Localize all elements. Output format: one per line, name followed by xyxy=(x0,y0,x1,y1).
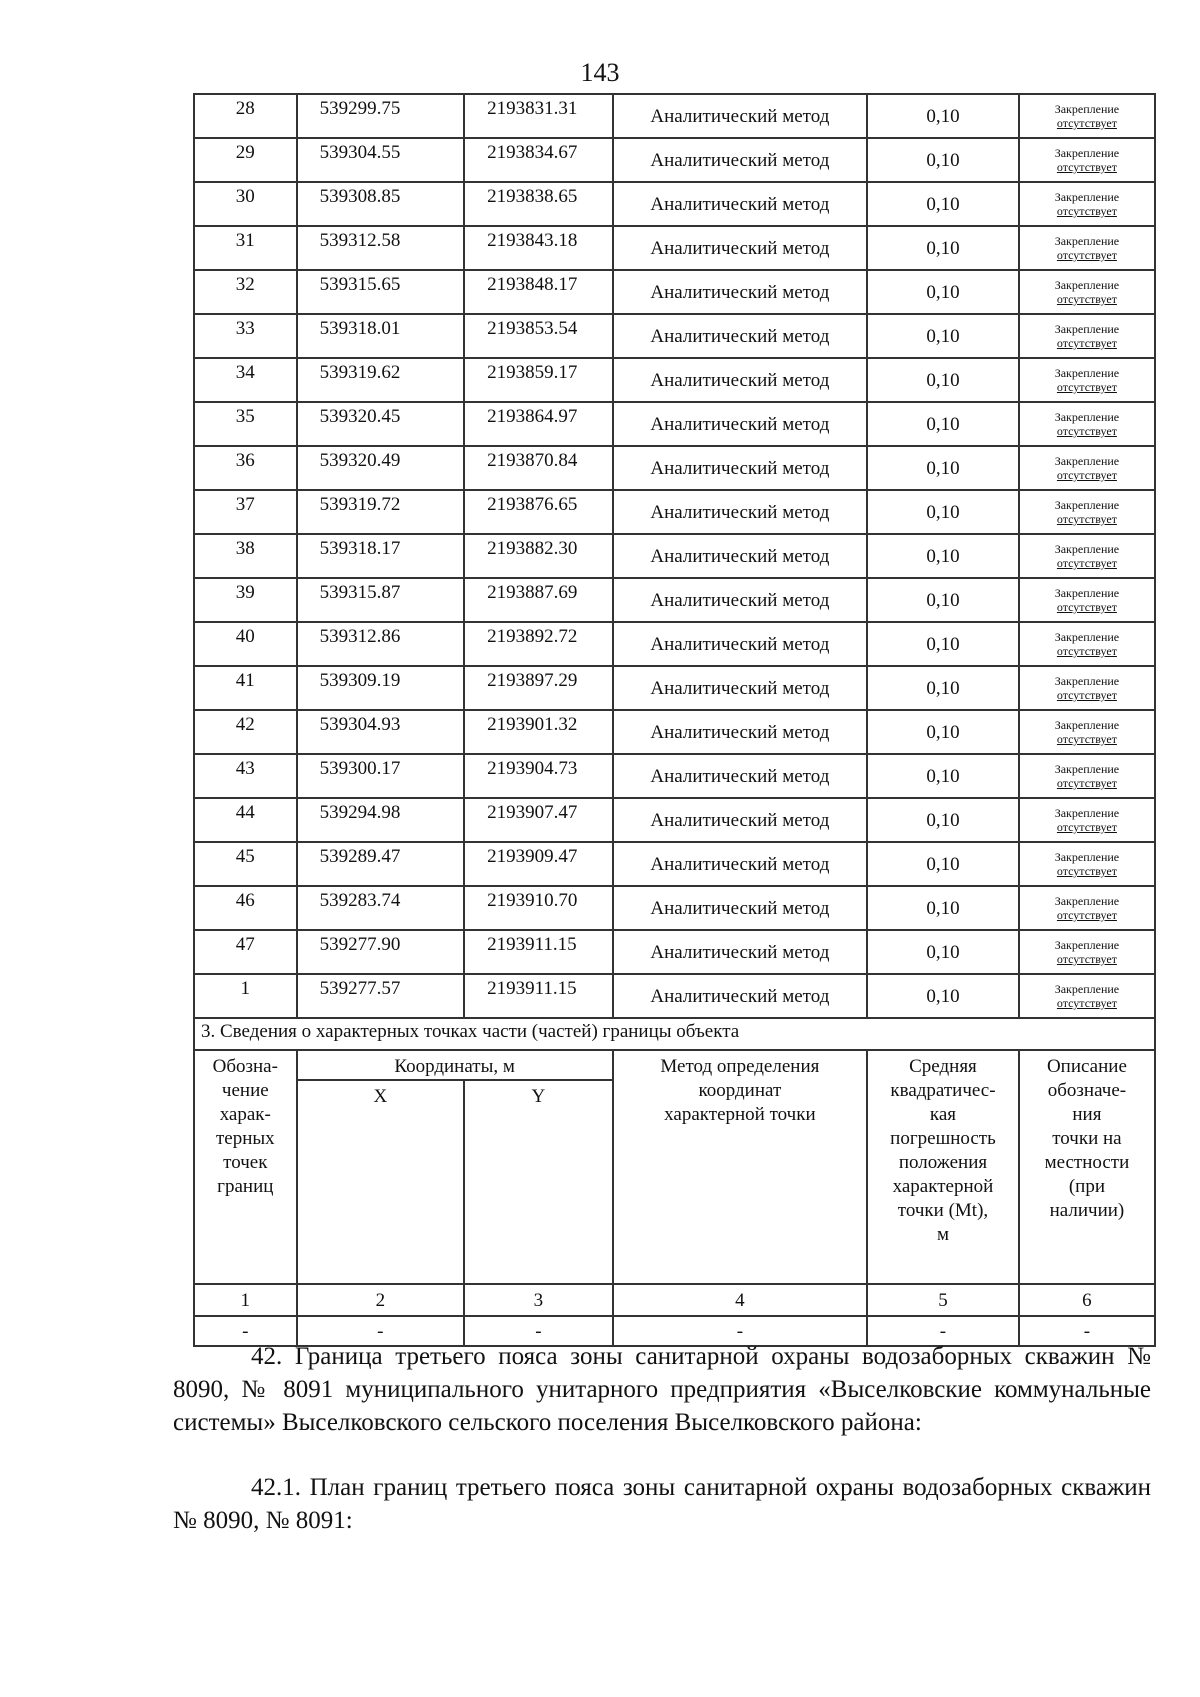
coord-y: 2193907.47 xyxy=(464,798,613,842)
description xyxy=(1019,402,1155,446)
accuracy: 0,10 xyxy=(867,226,1019,270)
coord-x: 539308.85 xyxy=(297,182,464,226)
section-title: 3. Сведения о характерных точках части (частей) границы объекта xyxy=(194,1018,1155,1050)
description xyxy=(1019,270,1155,314)
description xyxy=(1019,138,1155,182)
index-cell: 5 xyxy=(867,1284,1019,1316)
coord-y: 2193910.70 xyxy=(464,886,613,930)
point-number: 37 xyxy=(194,490,297,534)
coord-x: 539309.19 xyxy=(297,666,464,710)
coord-y: 2193870.84 xyxy=(464,446,613,490)
coord-x: 539304.55 xyxy=(297,138,464,182)
table-row xyxy=(194,402,1155,446)
accuracy: 0,10 xyxy=(867,314,1019,358)
index-row xyxy=(194,1284,1155,1316)
description xyxy=(1019,842,1155,886)
table-row xyxy=(194,358,1155,402)
description-line-1: Закрепление xyxy=(1054,322,1120,336)
description-line-1: Закрепление xyxy=(1054,234,1120,248)
coord-x: 539277.90 xyxy=(297,930,464,974)
description xyxy=(1019,798,1155,842)
coord-y: 2193904.73 xyxy=(464,754,613,798)
description xyxy=(1019,534,1155,578)
method: Аналитический метод xyxy=(613,138,867,182)
table-row xyxy=(194,578,1155,622)
point-number: 47 xyxy=(194,930,297,974)
table-row xyxy=(194,534,1155,578)
point-number: 31 xyxy=(194,226,297,270)
coord-y: 2193901.32 xyxy=(464,710,613,754)
description-line-2: отсутствует xyxy=(1056,864,1117,878)
table-row xyxy=(194,666,1155,710)
empty-cell: - xyxy=(1019,1316,1155,1346)
description-line-2: отсутствует xyxy=(1056,732,1117,746)
description xyxy=(1019,490,1155,534)
coord-y: 2193911.15 xyxy=(464,930,613,974)
coordinates-rows xyxy=(194,94,1155,1018)
description-line-1: Закрепление xyxy=(1054,410,1120,424)
table-row xyxy=(194,622,1155,666)
method: Аналитический метод xyxy=(613,754,867,798)
accuracy: 0,10 xyxy=(867,930,1019,974)
point-number: 33 xyxy=(194,314,297,358)
index-cell: 1 xyxy=(194,1284,297,1316)
table-row xyxy=(194,930,1155,974)
description xyxy=(1019,182,1155,226)
method: Аналитический метод xyxy=(613,94,867,138)
description-line-2: отсутствует xyxy=(1056,292,1117,306)
description-line-2: отсутствует xyxy=(1056,820,1117,834)
accuracy: 0,10 xyxy=(867,666,1019,710)
header-description: Описание обозначе- ния точки на местности (при наличии) xyxy=(1019,1050,1155,1284)
accuracy: 0,10 xyxy=(867,754,1019,798)
description-line-2: отсутствует xyxy=(1056,952,1117,966)
description-line-2: отсутствует xyxy=(1056,468,1117,482)
description-line-2: отсутствует xyxy=(1056,380,1117,394)
table-row xyxy=(194,138,1155,182)
coord-x: 539299.75 xyxy=(297,94,464,138)
table-row xyxy=(194,182,1155,226)
coord-y: 2193909.47 xyxy=(464,842,613,886)
description-line-1: Закрепление xyxy=(1054,850,1120,864)
accuracy: 0,10 xyxy=(867,710,1019,754)
description-line-1: Закрепление xyxy=(1054,630,1120,644)
description-line-1: Закрепление xyxy=(1054,894,1120,908)
accuracy: 0,10 xyxy=(867,622,1019,666)
description xyxy=(1019,622,1155,666)
accuracy: 0,10 xyxy=(867,446,1019,490)
coord-y: 2193859.17 xyxy=(464,358,613,402)
description-line-1: Закрепление xyxy=(1054,982,1120,996)
description-line-1: Закрепление xyxy=(1054,718,1120,732)
description-line-1: Закрепление xyxy=(1054,806,1120,820)
description-line-1: Закрепление xyxy=(1054,938,1120,952)
point-number: 42 xyxy=(194,710,297,754)
description-line-2: отсутствует xyxy=(1056,116,1117,130)
description xyxy=(1019,710,1155,754)
index-cell: 4 xyxy=(613,1284,867,1316)
description-line-2: отсутствует xyxy=(1056,424,1117,438)
description xyxy=(1019,886,1155,930)
method: Аналитический метод xyxy=(613,930,867,974)
empty-cell: - xyxy=(464,1316,613,1346)
description-line-2: отсутствует xyxy=(1056,336,1117,350)
description-line-2: отсутствует xyxy=(1056,600,1117,614)
description-line-1: Закрепление xyxy=(1054,542,1120,556)
accuracy: 0,10 xyxy=(867,270,1019,314)
method: Аналитический метод xyxy=(613,314,867,358)
page-number: 143 xyxy=(580,58,620,87)
method: Аналитический метод xyxy=(613,974,867,1018)
description xyxy=(1019,226,1155,270)
coord-x: 539318.01 xyxy=(297,314,464,358)
coord-y: 2193892.72 xyxy=(464,622,613,666)
description-line-1: Закрепление xyxy=(1054,454,1120,468)
coord-y: 2193897.29 xyxy=(464,666,613,710)
coordinates-table xyxy=(193,93,1156,1347)
point-number: 30 xyxy=(194,182,297,226)
description-line-1: Закрепление xyxy=(1054,190,1120,204)
accuracy: 0,10 xyxy=(867,402,1019,446)
coord-y: 2193853.54 xyxy=(464,314,613,358)
coord-x: 539320.49 xyxy=(297,446,464,490)
coord-x: 539319.62 xyxy=(297,358,464,402)
description-line-2: отсутствует xyxy=(1056,204,1117,218)
description xyxy=(1019,666,1155,710)
point-number: 45 xyxy=(194,842,297,886)
empty-cell: - xyxy=(194,1316,297,1346)
index-cell: 6 xyxy=(1019,1284,1155,1316)
method: Аналитический метод xyxy=(613,270,867,314)
empty-cell: - xyxy=(297,1316,464,1346)
table-row xyxy=(194,886,1155,930)
coord-y: 2193848.17 xyxy=(464,270,613,314)
accuracy: 0,10 xyxy=(867,182,1019,226)
description xyxy=(1019,94,1155,138)
point-number: 38 xyxy=(194,534,297,578)
section-3 xyxy=(194,1018,1155,1346)
description-line-2: отсутствует xyxy=(1056,908,1117,922)
description-line-2: отсутствует xyxy=(1056,160,1117,174)
description-line-2: отсутствует xyxy=(1056,512,1117,526)
coord-y: 2193887.69 xyxy=(464,578,613,622)
point-number: 1 xyxy=(194,974,297,1018)
header-designation: Обозна- чение харак- терных точек границ xyxy=(194,1050,297,1284)
header-y: Y xyxy=(464,1080,613,1284)
description-line-1: Закрепление xyxy=(1054,146,1120,160)
point-number: 34 xyxy=(194,358,297,402)
description-line-1: Закрепление xyxy=(1054,102,1120,116)
description-line-1: Закрепление xyxy=(1054,762,1120,776)
header-x: X xyxy=(297,1080,464,1284)
description xyxy=(1019,314,1155,358)
description xyxy=(1019,578,1155,622)
coord-y: 2193838.65 xyxy=(464,182,613,226)
accuracy: 0,10 xyxy=(867,886,1019,930)
coord-x: 539319.72 xyxy=(297,490,464,534)
method: Аналитический метод xyxy=(613,226,867,270)
table-row xyxy=(194,798,1155,842)
empty-cell: - xyxy=(867,1316,1019,1346)
point-number: 44 xyxy=(194,798,297,842)
accuracy: 0,10 xyxy=(867,578,1019,622)
coord-x: 539277.57 xyxy=(297,974,464,1018)
table-row xyxy=(194,270,1155,314)
coord-x: 539315.87 xyxy=(297,578,464,622)
header-method: Метод определения координат характерной точки xyxy=(613,1050,867,1284)
coord-y: 2193882.30 xyxy=(464,534,613,578)
coord-x: 539283.74 xyxy=(297,886,464,930)
coord-x: 539312.86 xyxy=(297,622,464,666)
description-line-2: отсутствует xyxy=(1056,996,1117,1010)
description-line-1: Закрепление xyxy=(1054,366,1120,380)
accuracy: 0,10 xyxy=(867,490,1019,534)
description-line-2: отсутствует xyxy=(1056,644,1117,658)
description-line-1: Закрепление xyxy=(1054,674,1120,688)
point-number: 32 xyxy=(194,270,297,314)
description xyxy=(1019,754,1155,798)
method: Аналитический метод xyxy=(613,622,867,666)
coord-y: 2193864.97 xyxy=(464,402,613,446)
method: Аналитический метод xyxy=(613,798,867,842)
point-number: 35 xyxy=(194,402,297,446)
method: Аналитический метод xyxy=(613,886,867,930)
index-cell: 3 xyxy=(464,1284,613,1316)
point-number: 29 xyxy=(194,138,297,182)
point-number: 40 xyxy=(194,622,297,666)
description-line-1: Закрепление xyxy=(1054,586,1120,600)
table-row xyxy=(194,754,1155,798)
coord-x: 539318.17 xyxy=(297,534,464,578)
coord-y: 2193876.65 xyxy=(464,490,613,534)
coord-y: 2193831.31 xyxy=(464,94,613,138)
description xyxy=(1019,358,1155,402)
table-row xyxy=(194,490,1155,534)
method: Аналитический метод xyxy=(613,358,867,402)
accuracy: 0,10 xyxy=(867,534,1019,578)
accuracy: 0,10 xyxy=(867,138,1019,182)
method: Аналитический метод xyxy=(613,710,867,754)
coord-x: 539289.47 xyxy=(297,842,464,886)
description xyxy=(1019,930,1155,974)
header-accuracy: Средняя квадратичес- кая погрешность положения характерной точки (Mt), м xyxy=(867,1050,1019,1284)
description-line-1: Закрепление xyxy=(1054,278,1120,292)
coord-y: 2193911.15 xyxy=(464,974,613,1018)
description-line-2: отсутствует xyxy=(1056,248,1117,262)
accuracy: 0,10 xyxy=(867,358,1019,402)
point-number: 36 xyxy=(194,446,297,490)
coord-x: 539320.45 xyxy=(297,402,464,446)
method: Аналитический метод xyxy=(613,842,867,886)
paragraph-42-text: 42. Граница третьего пояса зоны санитарной охраны водозаборных скважин № 8090, № 8091 муниципального унитарного предприятия «Выселковские коммунальные системы» Выселковского сельского поселения Выселковского района: xyxy=(173,1343,1151,1436)
coord-x: 539315.65 xyxy=(297,270,464,314)
coord-y: 2193843.18 xyxy=(464,226,613,270)
accuracy: 0,10 xyxy=(867,798,1019,842)
description-line-2: отсутствует xyxy=(1056,556,1117,570)
description-line-2: отсутствует xyxy=(1056,688,1117,702)
point-number: 46 xyxy=(194,886,297,930)
paragraph-42-1 xyxy=(173,1471,1151,1537)
index-cell: 2 xyxy=(297,1284,464,1316)
point-number: 41 xyxy=(194,666,297,710)
method: Аналитический метод xyxy=(613,182,867,226)
coord-x: 539300.17 xyxy=(297,754,464,798)
method: Аналитический метод xyxy=(613,666,867,710)
paragraph-42 xyxy=(173,1340,1151,1439)
method: Аналитический метод xyxy=(613,578,867,622)
table-row xyxy=(194,226,1155,270)
point-number: 28 xyxy=(194,94,297,138)
accuracy: 0,10 xyxy=(867,842,1019,886)
table-row xyxy=(194,446,1155,490)
coord-y: 2193834.67 xyxy=(464,138,613,182)
paragraph-42-1-text: 42.1. План границ третьего пояса зоны санитарной охраны водозаборных скважин № 8090, № 8091: xyxy=(173,1474,1151,1534)
coord-x: 539312.58 xyxy=(297,226,464,270)
accuracy: 0,10 xyxy=(867,94,1019,138)
empty-cell: - xyxy=(613,1316,867,1346)
method: Аналитический метод xyxy=(613,534,867,578)
method: Аналитический метод xyxy=(613,446,867,490)
table-row xyxy=(194,94,1155,138)
accuracy: 0,10 xyxy=(867,974,1019,1018)
method: Аналитический метод xyxy=(613,490,867,534)
point-number: 43 xyxy=(194,754,297,798)
point-number: 39 xyxy=(194,578,297,622)
method: Аналитический метод xyxy=(613,402,867,446)
table-row xyxy=(194,842,1155,886)
coord-x: 539294.98 xyxy=(297,798,464,842)
description xyxy=(1019,446,1155,490)
table-row xyxy=(194,974,1155,1018)
description-line-1: Закрепление xyxy=(1054,498,1120,512)
description-line-2: отсутствует xyxy=(1056,776,1117,790)
description xyxy=(1019,974,1155,1018)
table-row xyxy=(194,314,1155,358)
coord-x: 539304.93 xyxy=(297,710,464,754)
table-row xyxy=(194,710,1155,754)
header-coords: Координаты, м xyxy=(297,1050,613,1080)
